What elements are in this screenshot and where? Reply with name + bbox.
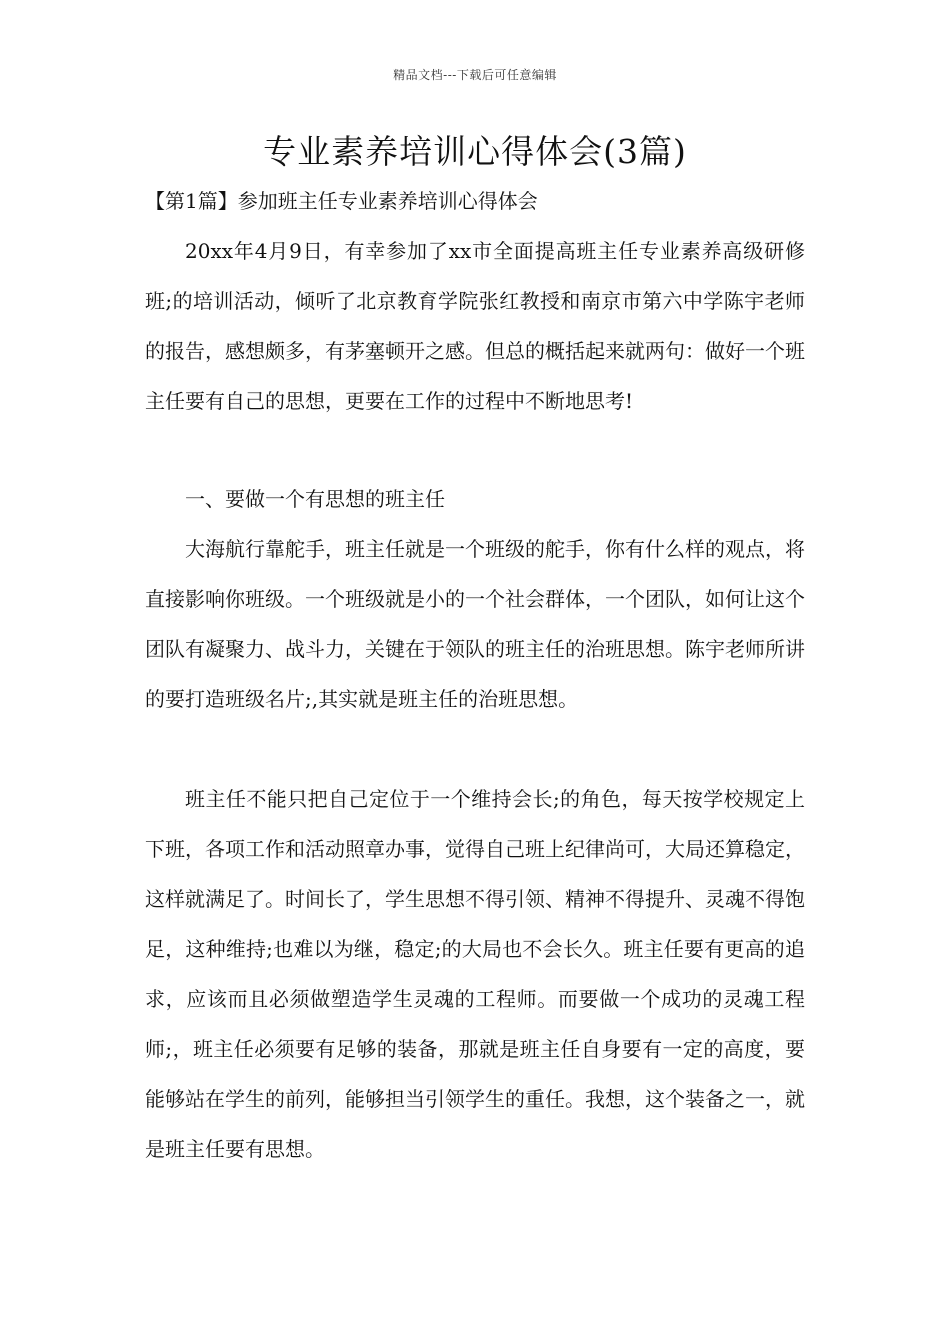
document-title: 专业素养培训心得体会(3篇) — [263, 132, 687, 171]
header-note: 精品文档---下载后可任意编辑 — [393, 68, 557, 82]
paragraph: 20xx年4月9日，有幸参加了xx市全面提高班主任专业素养高级研修班;的培训活动，倾听了北京教育学院张红教授和南京市第六中学陈宇老师的报告，感想颇多，有茅塞顿开之感。但总的概括起来就两句：做好一个班主任要有自己的思想，更要在工作的过程中不断地思考! — [145, 239, 805, 413]
subheading: 一、要做一个有思想的班主任 — [185, 487, 445, 511]
section-title: 【第1篇】参加班主任专业素养培训心得体会 — [145, 189, 538, 213]
paragraph: 班主任不能只把自己定位于一个维持会长;的角色，每天按学校规定上下班，各项工作和活动照章办事，觉得自己班上纪律尚可，大局还算稳定，这样就满足了。时间长了，学生思想不得引领、精神不得提升、灵魂不得饱足，这种维持;也难以为继，稳定;的大局也不会长久。班主任要有更高的追求，应该而且必须做塑造学生灵魂的工程师。而要做一个成功的灵魂工程师;，班主任必须要有足够的装备，那就是班主任自身要有一定的高度，要能够站在学生的前列，能够担当引领学生的重任。我想，这个装备之一，就是班主任要有思想。 — [145, 787, 805, 1161]
paragraph: 大海航行靠舵手，班主任就是一个班级的舵手，你有什么样的观点，将直接影响你班级。一个班级就是小的一个社会群体，一个团队，如何让这个团队有凝聚力、战斗力，关键在于领队的班主任的治班思想。陈宇老师所讲的要打造班级名片;,其实就是班主任的治班思想。 — [145, 537, 805, 711]
